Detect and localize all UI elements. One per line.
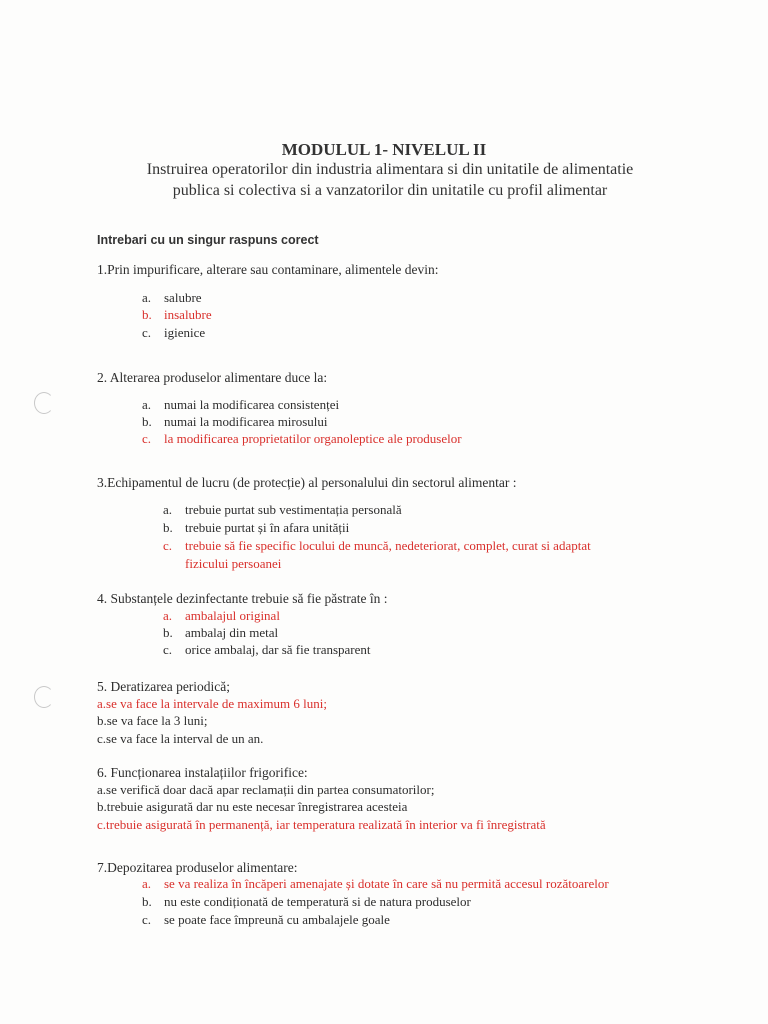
option-4c — [163, 642, 371, 658]
option-letter: b. — [163, 625, 173, 640]
option-text: se va realiza în încăperi amenajate și dotate în care să nu permită accesul rozătoarelor — [164, 876, 609, 891]
option-letter: c. — [142, 325, 152, 340]
question-1: 1.Prin impurificare, alterare sau contaminare, alimentele devin: — [97, 262, 439, 277]
option-1a — [142, 290, 202, 306]
option-letter: c. — [142, 431, 152, 446]
document-title: MODULUL 1- NIVELUL II — [281, 140, 487, 159]
option-7a-correct — [142, 876, 609, 892]
option-letter: a. — [163, 502, 173, 517]
option-text: insalubre — [164, 307, 212, 322]
option-4a-correct — [163, 608, 280, 624]
option-text: ambalajul original — [185, 608, 280, 623]
option-3c-correct — [163, 538, 591, 554]
option-letter: b. — [163, 520, 173, 535]
option-1c — [142, 325, 205, 341]
subtitle-line: Instruirea operatorilor din industria alimentara si din unitatile de alimentatie — [146, 161, 634, 178]
option-7b — [142, 894, 471, 910]
option-7c — [142, 912, 390, 928]
option-2c-correct — [142, 431, 462, 447]
option-1b-correct — [142, 307, 212, 323]
option-letter: a. — [142, 397, 152, 412]
option-text: numai la modificarea consistenței — [164, 397, 340, 412]
option-letter: c. — [142, 912, 152, 927]
question-4: 4. Substanțele dezinfectante trebuie să fie păstrate în : — [97, 591, 388, 606]
answer-5c: c.se va face la interval de un an. — [97, 731, 264, 746]
option-text: igienice — [164, 325, 206, 340]
option-3a — [163, 502, 402, 518]
option-text: orice ambalaj, dar să fie transparent — [185, 642, 371, 657]
option-letter: a. — [163, 608, 173, 623]
section-heading: Intrebari cu un singur raspuns corect — [97, 233, 319, 247]
option-letter: b. — [142, 894, 152, 909]
question-5: 5. Deratizarea periodică; — [97, 679, 231, 694]
option-text: trebuie purtat și în afara unității — [185, 520, 350, 535]
option-letter: a. — [142, 290, 152, 305]
option-text: se poate face împreună cu ambalajele goale — [164, 912, 390, 927]
answer-6b: b.trebuie asigurată dar nu este necesar înregistrarea acesteia — [97, 799, 408, 814]
answer-5a-correct: a.se va face la intervale de maximum 6 luni; — [97, 696, 327, 711]
subtitle-line: publica si colectiva si a vanzatorilor din unitatile cu profil alimentar — [172, 182, 608, 199]
option-3b — [163, 520, 349, 536]
question-6: 6. Funcționarea instalațiilor frigorifice: — [97, 765, 308, 780]
option-4b — [163, 625, 278, 641]
option-text: numai la modificarea mirosului — [164, 414, 328, 429]
document-subtitle — [120, 159, 660, 201]
question-3: 3.Echipamentul de lucru (de protecție) al personalului din sectorul alimentar : — [97, 475, 517, 490]
option-text: trebuie purtat sub vestimentația personală — [185, 502, 402, 517]
answer-5b: b.se va face la 3 luni; — [97, 713, 208, 728]
option-text: nu este condiționată de temperatură si de natura produselor — [164, 894, 471, 909]
question-2: 2. Alterarea produselor alimentare duce la: — [97, 370, 328, 385]
option-text: trebuie să fie specific locului de muncă, nedeteriorat, complet, curat si adaptat — [185, 538, 591, 553]
option-letter: b. — [142, 307, 152, 322]
question-7: 7.Depozitarea produselor alimentare: — [97, 860, 298, 875]
answer-6a: a.se verifică doar dacă apar reclamații din partea consumatorilor; — [97, 782, 435, 797]
option-text: salubre — [164, 290, 202, 305]
punch-hole-mark — [34, 392, 54, 414]
option-2b — [142, 414, 328, 430]
option-letter: b. — [142, 414, 152, 429]
option-3c-continuation: fizicului persoanei — [185, 556, 282, 571]
answer-6c-correct: c.trebuie asigurată în permanență, iar temperatura realizată în interior va fi înregistrată — [97, 817, 546, 832]
option-text: la modificarea proprietatilor organoleptice ale produselor — [164, 431, 462, 446]
punch-hole-mark — [34, 686, 54, 708]
option-text: ambalaj din metal — [185, 625, 279, 640]
option-2a — [142, 397, 339, 413]
option-letter: c. — [163, 538, 173, 553]
option-letter: c. — [163, 642, 173, 657]
option-letter: a. — [142, 876, 152, 891]
